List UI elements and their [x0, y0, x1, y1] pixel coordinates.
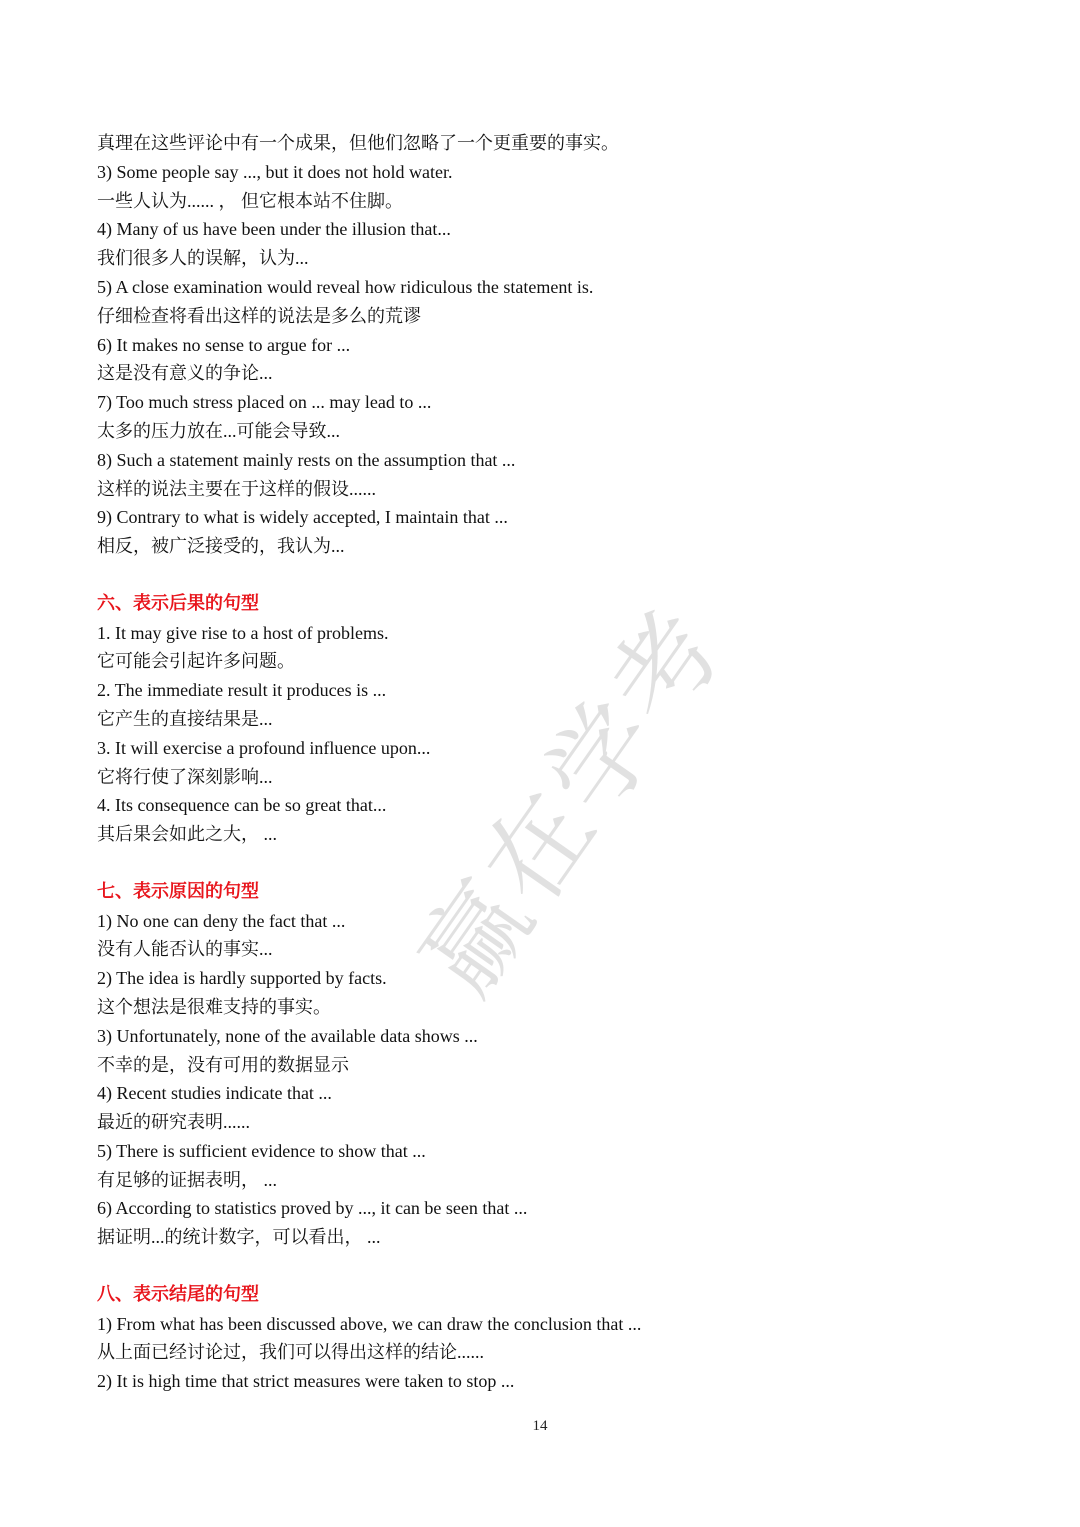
- section-reason: [97, 878, 977, 1252]
- text-line: 据证明...的统计数字，可以看出， ...: [97, 1227, 381, 1248]
- text-line: 1. It may give rise to a host of problems.: [97, 622, 389, 643]
- text-line: 不幸的是，没有可用的数据显示: [97, 1054, 349, 1075]
- watermark: 赢在学考: [396, 584, 749, 1016]
- text-line: 仔细检查将看出这样的说法是多么的荒谬: [97, 305, 421, 326]
- text-line: 5) A close examination would reveal how ridiculous the statement is.: [97, 276, 594, 297]
- text-line: 3) Unfortunately, none of the available data shows ...: [97, 1025, 478, 1046]
- page-number: 14: [532, 1418, 548, 1434]
- text-line: 有足够的证据表明， ...: [97, 1169, 277, 1190]
- section-conclusion: [97, 1281, 977, 1396]
- text-line: 2) The idea is hardly supported by facts.: [97, 968, 387, 989]
- text-line: 它可能会引起许多问题。: [97, 651, 295, 672]
- text-line: 8) Such a statement mainly rests on the assumption that ...: [97, 449, 516, 470]
- text-line: 6) It makes no sense to argue for ...: [97, 334, 351, 355]
- text-line: 相反，被广泛接受的，我认为...: [97, 536, 345, 557]
- text-line: 5) There is sufficient evidence to show that ...: [97, 1140, 426, 1161]
- text-line: 2. The immediate result it produces is ...: [97, 680, 387, 701]
- text-line: 9) Contrary to what is widely accepted, I maintain that ...: [97, 507, 508, 528]
- section-heading: 七、表示原因的句型: [97, 880, 259, 902]
- text-line: 它产生的直接结果是...: [97, 708, 273, 729]
- text-line: 2) It is high time that strict measures were taken to stop ...: [97, 1371, 515, 1392]
- text-line: 1) No one can deny the fact that ...: [97, 910, 346, 931]
- text-line: 它将行使了深刻影响...: [97, 766, 273, 787]
- text-line: 最近的研究表明......: [97, 1112, 250, 1133]
- text-line: 这个想法是很难支持的事实。: [97, 996, 331, 1017]
- text-line: 7) Too much stress placed on ... may lead to ...: [97, 392, 432, 413]
- text-line: 6) According to statistics proved by ..., it can be seen that ...: [97, 1198, 528, 1219]
- text-line: 1) From what has been discussed above, we can draw the conclusion that ...: [97, 1313, 642, 1334]
- text-line: 4. Its consequence can be so great that...: [97, 795, 387, 816]
- text-line: 4) Recent studies indicate that ...: [97, 1083, 332, 1104]
- text-line: 太多的压力放在...可能会导致...: [97, 420, 340, 441]
- text-line: 3. It will exercise a profound influence upon...: [97, 737, 431, 758]
- section-consequence: [97, 590, 977, 849]
- section-heading: 八、表示结尾的句型: [97, 1283, 259, 1305]
- text-line: 没有人能否认的事实...: [97, 939, 273, 960]
- intro-block: [97, 129, 977, 561]
- text-line: 4) Many of us have been under the illusion that...: [97, 219, 451, 240]
- text-line: 真理在这些评论中有一个成果，但他们忽略了一个更重要的事实。: [97, 133, 619, 153]
- text-line: 从上面已经讨论过，我们可以得出这样的结论......: [97, 1342, 484, 1363]
- text-line: 一些人认为...... ， 但它根本站不住脚。: [97, 190, 403, 211]
- section-heading: 六、表示后果的句型: [97, 592, 259, 614]
- text-line: 3) Some people say ..., but it does not hold water.: [97, 161, 453, 182]
- text-line: 我们很多人的误解，认为...: [97, 248, 309, 269]
- page-content: [97, 129, 977, 1396]
- text-line: 这是没有意义的争论...: [97, 363, 273, 384]
- text-line: 其后果会如此之大， ...: [97, 824, 277, 845]
- text-line: 这样的说法主要在于这样的假设......: [97, 478, 376, 499]
